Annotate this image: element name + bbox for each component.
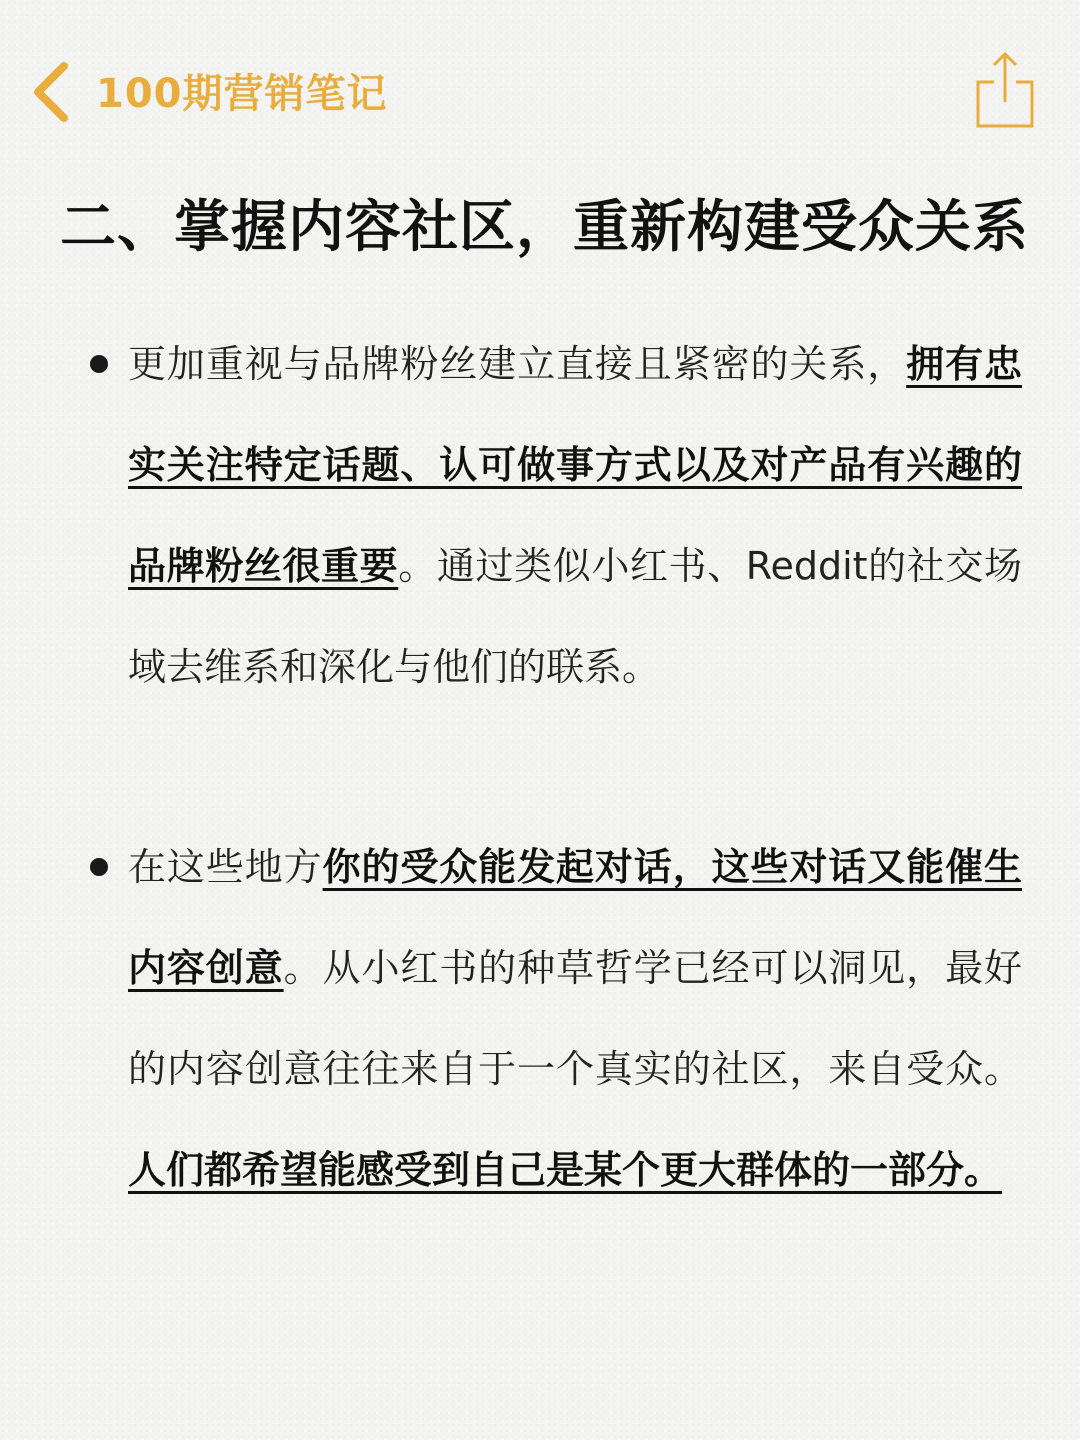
share-button[interactable]: [974, 50, 1036, 130]
bullet-icon: [90, 858, 108, 876]
item-emphasis: 你的受众能发起对话，这些对话又能催生内容创意: [128, 845, 1022, 990]
item-text: 更加重视与品牌粉丝建立直接且紧密的关系，: [128, 342, 907, 386]
item-text: 。通过类似小红书、Reddit的社交场域去维系和深化与他们的联系。: [128, 544, 1022, 689]
back-button[interactable]: [28, 58, 76, 126]
item-emphasis: 拥有忠实关注特定话题、认可做事方式以及对产品有兴趣的品牌粉丝很重要: [128, 342, 1022, 588]
nav-title: 100期营销笔记: [96, 71, 388, 117]
item-text: 在这些地方: [128, 845, 323, 889]
item-emphasis: 人们都希望能感受到自己是某个更大群体的一部分。: [128, 1148, 1003, 1192]
list-item: [128, 314, 1022, 718]
bullet-icon: [90, 355, 108, 373]
section-heading: 二、掌握内容社区，重新构建受众关系: [60, 195, 1029, 260]
chevron-left-icon: [28, 58, 76, 126]
list-item: [128, 817, 1022, 1221]
share-icon: [974, 50, 1036, 130]
nav-bar: [0, 48, 1080, 138]
item-text: 。从小红书的种草哲学已经可以洞见，最好的内容创意往往来自于一个真实的社区，来自受众。: [128, 946, 1022, 1091]
